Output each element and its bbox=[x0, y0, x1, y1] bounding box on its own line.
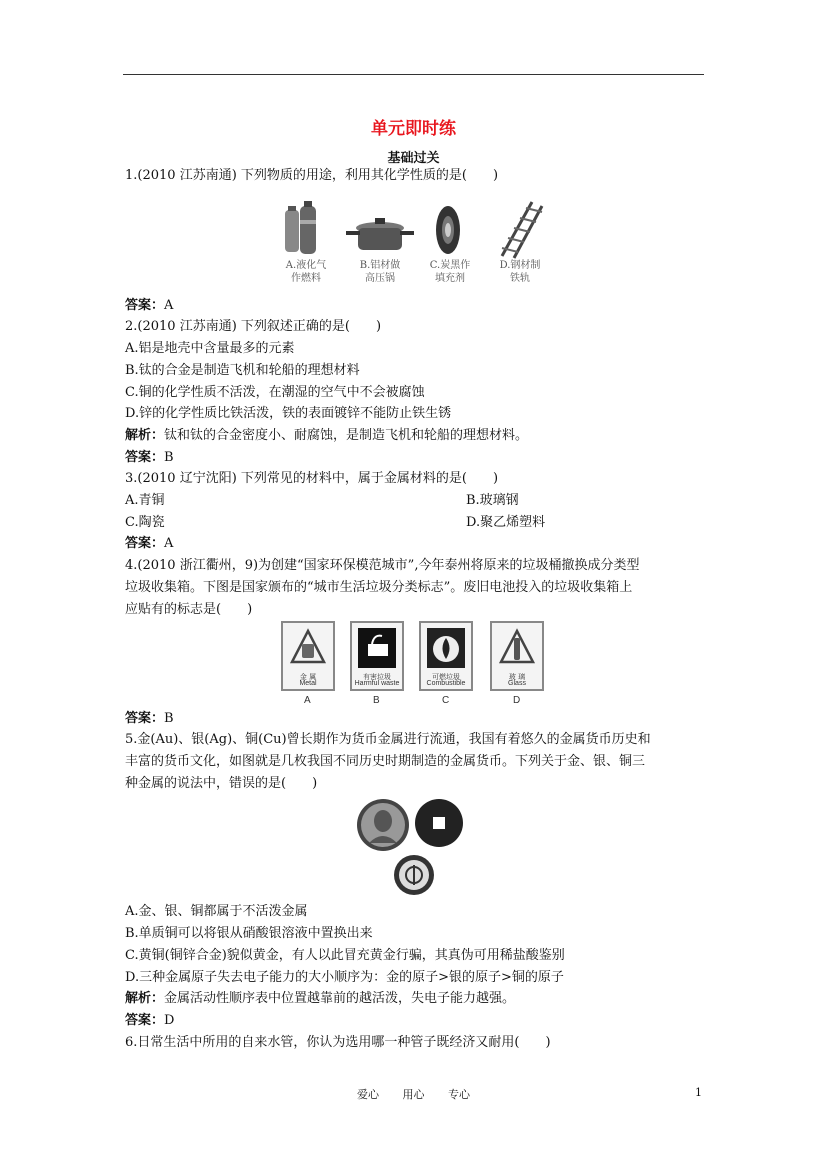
q5-line-2: 丰富的货币文化，如图就是几枚我国不同历史时期制造的金属货币。下列关于金、银、铜三 bbox=[125, 754, 646, 769]
coins-figure bbox=[355, 797, 467, 897]
footer-item: 专心 bbox=[448, 1088, 470, 1101]
sign-letter-c: C bbox=[442, 695, 450, 706]
footer-item: 爱心 bbox=[357, 1088, 379, 1101]
header-rule bbox=[123, 74, 704, 75]
page-footer bbox=[0, 1086, 827, 1102]
q2-option-b: B.钛的合金是制造飞机和轮船的理想材料 bbox=[125, 363, 360, 378]
q1-caption-a: A.液化气 作燃料 bbox=[285, 260, 327, 284]
gas-cylinder-image bbox=[285, 201, 316, 254]
rail-track-image bbox=[502, 202, 542, 258]
sign-harmful-waste: 有害垃圾 Harmful waste bbox=[350, 621, 404, 691]
q4-line-1: 4.(2010 浙江衢州，9)为创建“国家环保模范城市”,今年泰州将原来的垃圾桶撤换成分类型 bbox=[125, 558, 640, 573]
q2-analysis: 解析：钛和钛的合金密度小、耐腐蚀，是制造飞机和轮船的理想材料。 bbox=[125, 428, 529, 443]
q2-option-c: C.铜的化学性质不活泼，在潮湿的空气中不会被腐蚀 bbox=[125, 385, 425, 400]
sign-letter-d: D bbox=[513, 695, 521, 706]
sign-letter-a: A bbox=[304, 695, 311, 706]
q5-line-3: 种金属的说法中，错误的是( ) bbox=[125, 776, 318, 791]
q1-answer: 答案：A bbox=[125, 298, 174, 313]
q1-caption-b: B.铝材做 高压锅 bbox=[359, 260, 401, 284]
recycle-metal-icon bbox=[289, 628, 327, 668]
sign-glass: 玻 璃 Glass bbox=[490, 621, 544, 691]
section-subtitle: 基础过关 bbox=[387, 151, 440, 166]
q4-line-3: 应贴有的标志是( ) bbox=[125, 602, 253, 617]
q5-option-d: D.三种金属原子失去电子能力的大小顺序为：金的原子>银的原子>铜的原子 bbox=[125, 970, 564, 985]
portrait-coin-image bbox=[357, 799, 409, 851]
q5-option-c: C.黄铜(铜锌合金)貌似黄金，有人以此冒充黄金行骗，其真伪可用稀盐酸鉴别 bbox=[125, 948, 565, 963]
q3-answer: 答案：A bbox=[125, 536, 174, 551]
q4-answer: 答案：B bbox=[125, 711, 174, 726]
q2-option-d: D.锌的化学性质比铁活泼，铁的表面镀锌不能防止铁生锈 bbox=[125, 406, 452, 421]
emblem-coin-image bbox=[394, 855, 434, 895]
q5-analysis: 解析：金属活动性顺序表中位置越靠前的越活泼，失电子能力越强。 bbox=[125, 991, 516, 1006]
q3-option-d: D.聚乙烯塑料 bbox=[466, 515, 546, 530]
q5-option-b: B.单质铜可以将银从硝酸银溶液中置换出来 bbox=[125, 926, 373, 941]
q3-option-a: A.青铜 bbox=[125, 493, 165, 508]
q3-stem: 3.(2010 辽宁沈阳) 下列常见的材料中，属于金属材料的是( ) bbox=[125, 471, 499, 486]
q5-line-1: 5.金(Au)、银(Ag)、铜(Cu)曾长期作为货币金属进行流通，我国有着悠久的金属货币历史和 bbox=[125, 732, 651, 747]
q2-answer: 答案：B bbox=[125, 450, 174, 465]
harmful-waste-icon bbox=[358, 628, 396, 668]
q5-option-a: A.金、银、铜都属于不活泼金属 bbox=[125, 904, 308, 919]
q2-stem: 2.(2010 江苏南通) 下列叙述正确的是( ) bbox=[125, 319, 382, 334]
pressure-cooker-image bbox=[346, 218, 414, 250]
footer-item: 用心 bbox=[402, 1088, 425, 1101]
sign-letter-b: B bbox=[373, 695, 380, 706]
q1-caption-c: C.炭黑作 填充剂 bbox=[429, 260, 471, 284]
page-title: 单元即时练 bbox=[371, 119, 456, 139]
sign-metal: 金 属 Metal bbox=[281, 621, 335, 691]
q2-option-a: A.铝是地壳中含量最多的元素 bbox=[125, 341, 295, 356]
q1-stem: 1.(2010 江苏南通) 下列物质的用途，利用其化学性质的是( ) bbox=[125, 168, 499, 183]
q3-option-b: B.玻璃钢 bbox=[466, 493, 519, 508]
q1-caption-d: D.钢材制 铁轨 bbox=[499, 260, 541, 284]
square-hole-coin-image bbox=[415, 799, 463, 847]
page-number: 1 bbox=[695, 1086, 702, 1099]
flame-icon bbox=[427, 628, 465, 668]
tire-image bbox=[436, 206, 460, 254]
sign-combustible: 可燃垃圾 Combustible bbox=[419, 621, 473, 691]
q4-line-2: 垃圾收集箱。下图是国家颁布的“城市生活垃圾分类标志”。废旧电池投入的垃圾收集箱上 bbox=[125, 580, 633, 595]
recycle-glass-icon bbox=[498, 628, 536, 668]
q5-answer: 答案：D bbox=[125, 1013, 175, 1028]
q3-option-c: C.陶瓷 bbox=[125, 515, 165, 530]
q6-stem: 6.日常生活中所用的自来水管，你认为选用哪一种管子既经济又耐用( ) bbox=[125, 1035, 551, 1050]
